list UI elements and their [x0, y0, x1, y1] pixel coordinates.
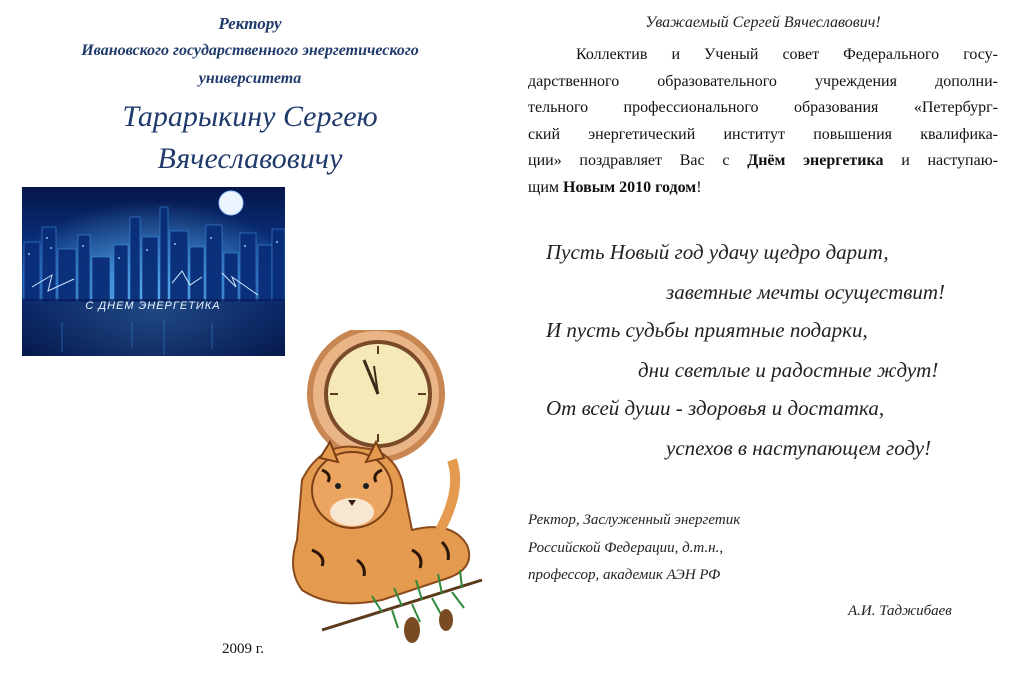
body-text: щим — [528, 178, 564, 196]
body-line: тельного профессионального образования «Петербург- — [528, 99, 998, 116]
poem-line: И пусть судьбы приятные подарки, — [546, 318, 868, 342]
addressee-organization-cont: университета — [198, 70, 302, 87]
addressee-name: Тарарыкину Сергею — [122, 100, 378, 133]
addressee-organization: Ивановского государственного энергетического — [81, 42, 419, 59]
body-line — [528, 175, 998, 202]
tiger-clock-illustration — [262, 330, 502, 650]
salutation: Уважаемый Сергей Вячеславович! — [645, 14, 881, 31]
signatory-position: Ректор, Заслуженный энергетик — [528, 512, 741, 528]
body-text: ! — [696, 178, 702, 196]
body-text: и наступаю- — [883, 152, 998, 169]
body-line: ский энергетический институт повышения квалифика- — [528, 125, 998, 143]
energy-day-emphasis: Днём энергетика — [747, 152, 884, 169]
congratulation-paragraph — [528, 42, 998, 201]
addressee-patronymic: Вячеславовичу — [157, 142, 343, 175]
poem-line: успехов в наступающем году! — [666, 436, 932, 460]
year-label: 2009 г. — [222, 641, 264, 657]
body-line: Коллектив и Ученый совет Федерального госу- — [576, 46, 998, 63]
banner-caption: С ДНЕМ ЭНЕРГЕТИКА — [85, 300, 221, 312]
signatory-name: А.И. Таджибаев — [848, 603, 952, 619]
body-text: ции» поздравляет Вас с — [528, 152, 748, 169]
body-line: дарственного образовательного учреждения дополни- — [528, 72, 998, 90]
addressee-title: Ректору — [218, 14, 282, 33]
poem-line: Пусть Новый год удачу щедро дарит, — [546, 240, 889, 264]
energy-day-banner-image — [22, 187, 285, 356]
poem-line: дни светлые и радостные ждут! — [638, 358, 939, 382]
new-year-emphasis: Новым 2010 годом — [563, 178, 697, 196]
tiger-icon — [293, 442, 469, 603]
poem-line: От всей души - здоровья и достатка, — [546, 396, 885, 420]
signatory-titles: профессор, академик АЭН РФ — [528, 567, 721, 583]
body-line — [528, 148, 998, 175]
signatory-position-cont: Российской Федерации, д.т.н., — [528, 540, 724, 556]
moon-icon — [219, 191, 243, 215]
poem-line: заветные мечты осуществит! — [666, 280, 946, 304]
